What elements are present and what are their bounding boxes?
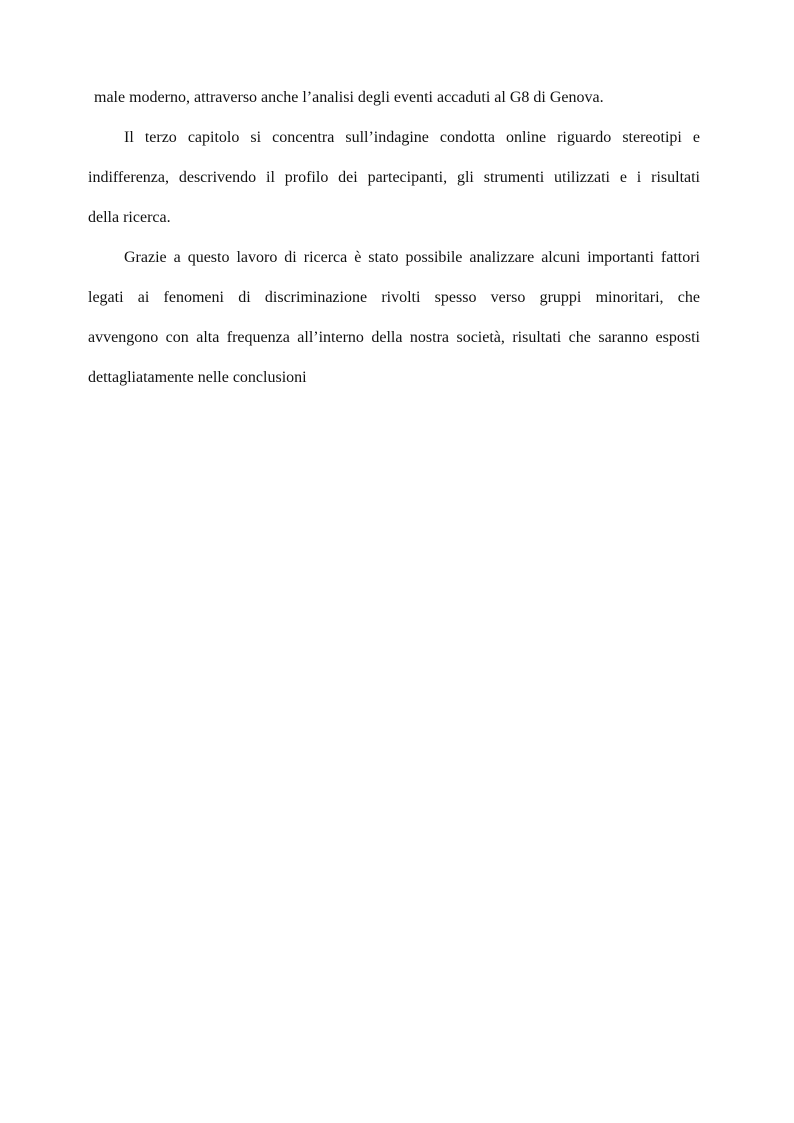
text-line: Grazie a questo lavoro di ricerca è stato possibile analizzare alcuni importanti fattori: [124, 249, 700, 266]
text-line: della ricerca.: [88, 209, 171, 226]
text-line: avvengono con alta frequenza all’interno della nostra società, risultati che saranno esposti: [88, 329, 700, 346]
text-line: legati ai fenomeni di discriminazione rivolti spesso verso gruppi minoritari, che: [88, 289, 700, 306]
text-line: male moderno, attraverso anche l’analisi degli eventi accaduti al G8 di Genova.: [94, 89, 604, 106]
text-line: Il terzo capitolo si concentra sull’indagine condotta online riguardo stereotipi e: [124, 129, 700, 146]
text-line: indifferenza, descrivendo il profilo dei partecipanti, gli strumenti utilizzati e i risultati: [88, 169, 700, 186]
text-line: dettagliatamente nelle conclusioni: [88, 369, 307, 386]
